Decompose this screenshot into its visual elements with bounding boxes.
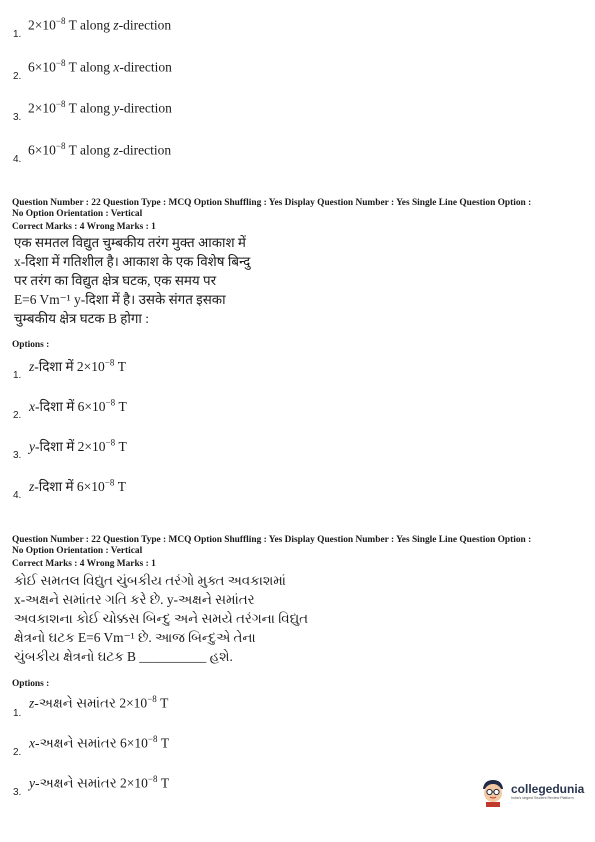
option-text: $6\times 10^{-8}$ T along x-direction [28, 58, 172, 75]
question-line: ક્ષેત્રનો ઘટક E=6 Vm⁻¹ છે. આજ બિન્દુએ તેના [14, 630, 256, 645]
option-text: x-दिशा में $6\times 10^{-8}$ T [29, 397, 127, 414]
option-number: 2. [13, 747, 22, 758]
option-text: z-दिशा में $2\times 10^{-8}$ T [29, 357, 126, 374]
option-text: z-दिशा में $6\times 10^{-8}$ T [29, 477, 126, 494]
question-header [12, 535, 592, 557]
option-text: z-અક્ષને સમાંતર $2\times 10^{-8}$ T [29, 694, 169, 711]
logo-name: collegedunia [511, 782, 585, 796]
question-line: एक समतल विद्युत चुम्बकीय तरंग मुक्त आकाश में [14, 235, 246, 250]
question-line: અવકાશના કોઈ ચોક્કસ બિન્દુ અને સમયે તરંગના વિદ્યુત [14, 611, 308, 626]
question-header [12, 198, 592, 220]
option-text: $2\times 10^{-8}$ T along z-direction [28, 16, 172, 33]
question-line: x-અક્ષને સમાંતર ગતિ કરે છે. y-અક્ષને સમાંતર [14, 592, 255, 607]
option-number: 2. [13, 410, 22, 421]
question-header-line: Question Number : 22 Question Type : MCQ Option Shuffling : Yes Display Question Number : Yes Single Line Question Option : [12, 535, 532, 545]
question-line: x-दिशा में गतिशील है। आकाश के एक विशेष बिन्दु [14, 254, 251, 269]
option-number: 1. [13, 29, 22, 40]
options-label: Options : [12, 340, 50, 350]
question-line: पर तरंग का विद्युत क्षेत्र घटक, एक समय पर [14, 273, 217, 288]
option-number: 3. [13, 787, 22, 798]
option-number: 3. [13, 112, 22, 123]
option-number: 1. [13, 370, 22, 381]
question-header-line: No Option Orientation : Vertical [12, 546, 143, 556]
collegedunia-logo [478, 777, 584, 807]
question-text [14, 571, 308, 666]
question-line: E=6 Vm⁻¹ y-दिशा में है। उसके संगत इसका [14, 292, 226, 307]
option-number: 1. [13, 708, 22, 719]
question-text [14, 233, 250, 328]
option-number: 2. [13, 71, 22, 82]
marks-info: Correct Marks : 4 Wrong Marks : 1 [12, 222, 156, 232]
option-number: 3. [13, 450, 22, 461]
option-number: 4. [13, 154, 22, 165]
question-line: ચુંબકીય ક્ષેત્રનો ઘટક B __________ હશે. [14, 649, 233, 664]
option-text: $6\times 10^{-8}$ T along z-direction [28, 141, 172, 158]
option-text: x-અક્ષને સમાંતર $6\times 10^{-8}$ T [29, 734, 170, 751]
question-header-line: No Option Orientation : Vertical [12, 209, 143, 219]
option-text: y-અક્ષને સમાંતર $2\times 10^{-8}$ T [29, 774, 170, 791]
option-text: $2\times 10^{-8}$ T along y-direction [28, 99, 172, 116]
question-line: चुम्बकीय क्षेत्र घटक B होगा : [14, 311, 149, 326]
options-label: Options : [12, 679, 50, 689]
question-line: કોઈ સમતલ વિદ્યુત ચુંબકીય તરંગો મુક્ત અવકાશમાં [14, 573, 286, 588]
marks-info: Correct Marks : 4 Wrong Marks : 1 [12, 559, 156, 569]
option-text: y-दिशा में $2\times 10^{-8}$ T [29, 437, 127, 454]
logo-tagline: India's largest Student Review Platform [511, 796, 574, 800]
logo-mascot-icon [478, 777, 508, 807]
question-header-line: Question Number : 22 Question Type : MCQ Option Shuffling : Yes Display Question Number : Yes Single Line Question Option : [12, 198, 532, 208]
option-number: 4. [13, 490, 22, 501]
